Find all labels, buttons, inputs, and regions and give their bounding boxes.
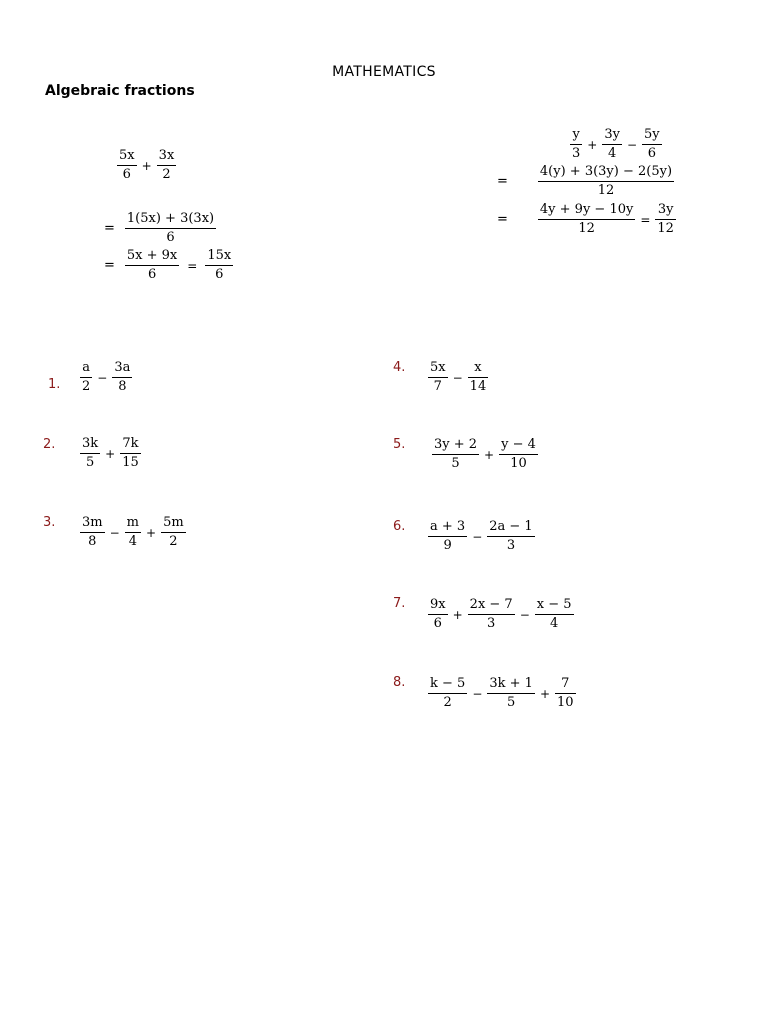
example-1-line-3	[104, 248, 235, 283]
question-expression	[426, 519, 537, 554]
denominator: 7	[428, 377, 448, 395]
numerator: 3y	[657, 202, 674, 217]
denominator: 3	[572, 146, 581, 161]
denominator: 12	[657, 221, 674, 236]
numerator: 5y	[644, 127, 660, 142]
fraction	[468, 597, 515, 632]
fraction	[428, 360, 448, 395]
operator: +	[484, 447, 495, 462]
numerator: a + 3	[430, 519, 466, 534]
operator: +	[587, 137, 598, 152]
numerator: 7	[561, 676, 570, 691]
example-2-line-3	[497, 202, 678, 237]
numerator: 3k	[82, 436, 99, 451]
fraction	[432, 437, 479, 472]
fraction	[125, 211, 216, 246]
example-1-line-2	[104, 211, 218, 246]
numerator: 3y + 2	[434, 437, 478, 452]
fraction	[205, 248, 233, 283]
question-number: 7.	[393, 596, 406, 611]
numerator: k − 5	[430, 676, 466, 691]
fraction	[80, 515, 105, 550]
section-heading: Algebraic fractions	[45, 83, 195, 99]
fraction	[487, 519, 534, 554]
numerator: 2x − 7	[469, 597, 513, 612]
fraction	[538, 202, 635, 237]
fraction	[428, 676, 467, 711]
denominator: 6	[642, 144, 662, 162]
denominator: 5	[80, 453, 100, 471]
question-expression	[78, 436, 143, 471]
equals-sign: =	[104, 221, 115, 236]
denominator: 14	[469, 379, 487, 394]
fraction	[112, 360, 132, 395]
denominator: 10	[499, 454, 538, 472]
numerator: m	[126, 515, 139, 530]
equals-sign: =	[497, 174, 508, 189]
numerator: 3y	[604, 127, 620, 142]
denominator: 6	[205, 265, 233, 283]
denominator: 10	[557, 695, 574, 710]
operator: −	[109, 525, 120, 540]
question-number: 3.	[43, 515, 56, 530]
equals-sign: =	[497, 212, 508, 227]
denominator: 3	[468, 614, 515, 632]
question-number: 1.	[48, 377, 61, 392]
fraction	[161, 515, 186, 550]
operator: +	[452, 607, 463, 622]
question-number: 6.	[393, 519, 406, 534]
denominator: 15	[122, 455, 139, 470]
operator: −	[97, 370, 108, 385]
equals-sign: =	[640, 212, 651, 227]
question-expression	[430, 437, 540, 472]
question-expression	[426, 360, 490, 395]
numerator: 3x	[158, 148, 175, 163]
example-1-line-1	[115, 148, 178, 183]
numerator: 5x	[119, 148, 135, 163]
denominator: 4	[602, 144, 622, 162]
fraction	[120, 436, 141, 471]
fraction	[535, 597, 574, 632]
operator: +	[105, 446, 116, 461]
fraction	[80, 360, 92, 395]
numerator: a	[82, 360, 91, 375]
numerator: 2a − 1	[489, 519, 533, 534]
fraction	[80, 436, 100, 471]
denominator: 2	[428, 693, 467, 711]
question-number: 2.	[43, 437, 56, 452]
fraction	[499, 437, 538, 472]
operator: −	[519, 607, 530, 622]
denominator: 6	[125, 228, 216, 246]
fraction	[642, 127, 662, 162]
question-number: 4.	[393, 360, 406, 375]
denominator: 2	[161, 532, 186, 550]
numerator: x	[474, 360, 482, 375]
example-2-line-2	[497, 164, 676, 199]
numerator: 3m	[82, 515, 103, 530]
page-title: MATHEMATICS	[332, 64, 436, 80]
question-number: 5.	[393, 437, 406, 452]
denominator: 8	[112, 377, 132, 395]
operator: +	[146, 525, 157, 540]
numerator: 5m	[163, 515, 184, 530]
numerator: 4y + 9y − 10y	[539, 202, 634, 217]
question-expression	[426, 597, 576, 632]
operator: +	[141, 158, 152, 173]
numerator: 1(5x) + 3(3x)	[126, 211, 215, 226]
operator: −	[472, 686, 483, 701]
fraction	[117, 148, 137, 183]
question-expression	[78, 515, 188, 550]
numerator: 15x	[207, 248, 232, 263]
denominator: 5	[487, 693, 535, 711]
equals-sign: =	[187, 258, 198, 273]
fraction	[538, 164, 674, 199]
denominator: 3	[487, 536, 534, 554]
fraction	[125, 515, 141, 550]
denominator: 6	[125, 265, 179, 283]
numerator: 4(y) + 3(3y) − 2(5y)	[539, 164, 673, 179]
numerator: y − 4	[501, 437, 536, 452]
fraction	[157, 148, 177, 183]
operator: −	[472, 529, 483, 544]
numerator: 5x + 9x	[126, 248, 178, 263]
equals-sign: =	[104, 258, 115, 273]
question-expression	[426, 676, 578, 711]
operator: −	[452, 370, 463, 385]
numerator: 9x	[430, 597, 446, 612]
fraction	[468, 360, 489, 395]
numerator: x − 5	[536, 597, 572, 612]
fraction	[602, 127, 622, 162]
denominator: 6	[117, 165, 137, 183]
example-2-line-1	[568, 127, 664, 162]
denominator: 8	[80, 532, 105, 550]
fraction	[125, 248, 179, 283]
numerator: y	[572, 127, 580, 142]
fraction	[428, 519, 467, 554]
numerator: 3k + 1	[489, 676, 533, 691]
denominator: 2	[157, 165, 177, 183]
denominator: 12	[538, 219, 635, 237]
operator: −	[626, 137, 638, 152]
numerator: 7k	[122, 436, 139, 451]
numerator: 5x	[430, 360, 446, 375]
operator: +	[539, 686, 551, 701]
fraction	[655, 202, 676, 237]
denominator: 9	[428, 536, 467, 554]
fraction	[570, 127, 582, 162]
fraction	[487, 676, 535, 711]
fraction	[555, 676, 576, 711]
denominator: 2	[82, 379, 91, 394]
denominator: 5	[432, 454, 479, 472]
denominator: 4	[125, 532, 141, 550]
denominator: 4	[535, 614, 574, 632]
denominator: 6	[428, 614, 448, 632]
denominator: 12	[538, 181, 674, 199]
question-number: 8.	[393, 675, 406, 690]
question-expression	[78, 360, 134, 395]
fraction	[428, 597, 448, 632]
numerator: 3a	[114, 360, 131, 375]
